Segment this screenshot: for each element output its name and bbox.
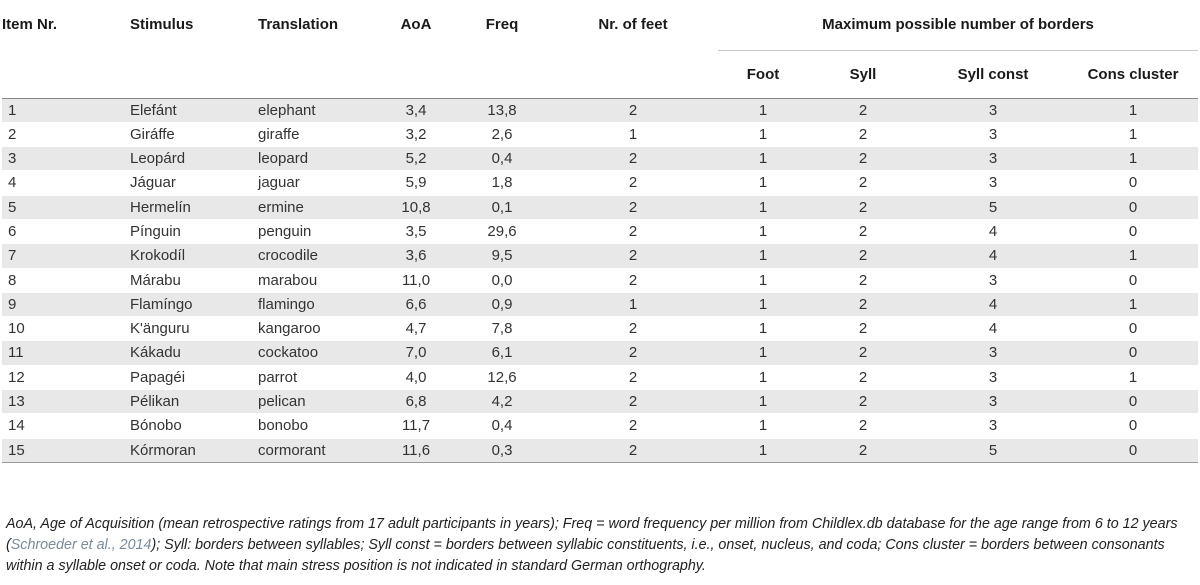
cell-syll: 2 [808,292,918,316]
cell-nr-of-feet: 1 [548,292,718,316]
cell-item-nr: 10 [8,320,25,338]
cell-foot: 1 [718,244,808,268]
col-header-item: Item Nr. [2,16,58,33]
cell-syll: 2 [808,341,918,365]
cell-aoa: 3,2 [405,125,427,143]
table-row [2,414,1198,438]
cell-translation: jaguar [258,174,300,192]
cell-syll: 2 [808,390,918,414]
col-header-freq: Freq [485,16,519,33]
cell-syll-const: 3 [988,417,998,435]
cell-syll: 2 [808,147,918,171]
cell-foot: 1 [758,222,768,240]
cell-stimulus: Jáguar [130,174,176,192]
cell-item-nr: 11 [2,341,130,365]
cell-foot: 1 [718,292,808,316]
cell-freq: 0,1 [456,195,548,219]
cell-freq: 9,5 [456,244,548,268]
col-header-feet: Nr. of feet [598,16,668,33]
table-row [2,98,1198,122]
cell-syll: 2 [808,98,918,122]
cell-translation: marabou [258,271,318,289]
cell-translation: leopard [258,147,376,171]
cell-stimulus: Leopárd [130,147,258,171]
table-row [2,292,1198,316]
cell-translation: pelican [258,390,376,414]
cell-nr-of-feet: 2 [548,244,718,268]
cell-item-nr: 8 [8,271,17,289]
cell-nr-of-feet: 2 [628,320,638,338]
cell-stimulus: Flamíngo [130,292,258,316]
cell-freq: 0,4 [491,417,513,435]
cell-cons-cluster: 1 [1128,125,1138,143]
col-header-cons-cluster: Cons cluster [1087,65,1179,83]
cell-syll: 2 [808,195,918,219]
cell-aoa: 5,2 [376,147,456,171]
header-row-sub [2,50,1198,98]
col-header-foot: Foot [746,65,780,83]
cell-freq: 29,6 [487,222,517,240]
cell-syll: 2 [808,244,918,268]
table-row [2,438,1198,462]
cell-aoa: 3,5 [405,222,427,240]
cell-foot: 1 [718,98,808,122]
cell-translation: elephant [258,98,376,122]
cell-translation: ermine [258,195,376,219]
cell-nr-of-feet: 2 [548,195,718,219]
cell-stimulus: Kórmoran [130,438,258,462]
table-row [2,341,1198,365]
cell-cons-cluster: 0 [1068,438,1198,462]
cell-cons-cluster: 0 [1128,174,1138,192]
cell-item-nr: 6 [8,222,17,240]
cell-syll-const: 4 [988,222,998,240]
cell-nr-of-feet: 2 [628,368,638,386]
cell-cons-cluster: 0 [1068,195,1198,219]
cell-freq: 1,8 [491,174,513,192]
cell-cons-cluster: 0 [1128,417,1138,435]
cell-syll-const: 3 [918,147,1068,171]
cell-item-nr: 3 [2,147,130,171]
cell-foot: 1 [758,271,768,289]
cell-cons-cluster: 1 [1068,147,1198,171]
table-row [2,244,1198,268]
cell-stimulus: Hermelín [130,195,258,219]
cell-nr-of-feet: 2 [628,174,638,192]
cell-syll-const: 3 [918,390,1068,414]
cell-aoa: 3,6 [376,244,456,268]
cell-syll: 2 [858,320,868,338]
col-header-translation: Translation [258,16,339,33]
cell-stimulus: Giráffe [130,125,175,143]
cell-translation: giraffe [258,125,300,143]
col-header-aoa: AoA [400,16,432,33]
cell-syll-const: 3 [988,125,998,143]
table-row [2,317,1198,341]
cell-cons-cluster: 0 [1128,320,1138,338]
cell-translation: kangaroo [258,320,321,338]
cell-cons-cluster: 0 [1068,341,1198,365]
cell-item-nr: 2 [8,125,17,143]
cell-syll: 2 [858,174,868,192]
cell-freq: 6,1 [456,341,548,365]
cell-freq: 13,8 [456,98,548,122]
table-row [2,365,1198,389]
table-row [2,171,1198,195]
cell-aoa: 10,8 [376,195,456,219]
cell-stimulus: K'änguru [130,320,190,338]
cell-aoa: 6,6 [376,292,456,316]
col-header-syll: Syll [849,65,877,83]
cell-translation: cockatoo [258,341,376,365]
cell-freq: 0,0 [491,271,513,289]
cell-syll-const: 3 [988,368,998,386]
cell-nr-of-feet: 1 [628,125,638,143]
cell-cons-cluster: 1 [1068,292,1198,316]
cell-syll-const: 4 [918,292,1068,316]
cell-nr-of-feet: 2 [628,222,638,240]
table-row [2,147,1198,171]
cell-syll-const: 3 [918,98,1068,122]
cell-item-nr: 14 [8,417,25,435]
cell-aoa: 6,8 [376,390,456,414]
cell-nr-of-feet: 2 [548,438,718,462]
table-row [2,390,1198,414]
cell-nr-of-feet: 2 [548,390,718,414]
cell-syll: 2 [808,438,918,462]
cell-stimulus: Pélikan [130,390,258,414]
cell-syll: 2 [858,125,868,143]
cell-item-nr: 5 [2,195,130,219]
cell-nr-of-feet: 2 [548,341,718,365]
col-header-syll-const: Syll const [957,65,1029,83]
cell-translation: bonobo [258,417,309,435]
cell-freq: 7,8 [491,320,513,338]
table-row [2,195,1198,219]
cell-aoa: 11,6 [376,438,456,462]
cell-aoa: 11,0 [401,271,431,289]
cell-freq: 0,4 [456,147,548,171]
cell-foot: 1 [758,417,768,435]
cell-syll-const: 4 [918,244,1068,268]
cell-item-nr: 13 [2,390,130,414]
cell-syll-const: 4 [988,320,998,338]
col-header-stimulus: Stimulus [130,16,194,33]
cell-cons-cluster: 1 [1068,98,1198,122]
cell-nr-of-feet: 2 [548,98,718,122]
cell-translation: cormorant [258,438,376,462]
cell-item-nr: 4 [8,174,17,192]
cell-item-nr: 7 [2,244,130,268]
table-footnote [6,514,1194,577]
cell-syll-const: 3 [988,174,998,192]
footnote-citation: Schroeder et al., 2014 [10,537,152,553]
cell-syll-const: 5 [918,195,1068,219]
cell-freq: 0,3 [456,438,548,462]
cell-foot: 1 [718,341,808,365]
cell-stimulus: Papagéi [130,368,186,386]
cell-cons-cluster: 0 [1128,271,1138,289]
cell-foot: 1 [758,174,768,192]
cell-syll: 2 [858,271,868,289]
cell-cons-cluster: 0 [1068,390,1198,414]
table-row [2,219,1198,243]
cell-cons-cluster: 1 [1068,244,1198,268]
cell-foot: 1 [758,368,768,386]
footnote-text-1: AoA, Age of Acquisition (mean retrospective ratings from 17 adult participants in years); Freq = word frequency per million from Childlex.db database for the age range from 6 to 12 years ( [6,516,1178,553]
cell-foot: 1 [718,147,808,171]
cell-stimulus: Krokodíl [130,244,258,268]
cell-stimulus: Kákadu [130,341,258,365]
cell-aoa: 3,4 [376,98,456,122]
cell-nr-of-feet: 2 [628,271,638,289]
cell-foot: 1 [758,125,768,143]
cell-aoa: 4,0 [405,368,427,386]
cell-nr-of-feet: 2 [628,417,638,435]
cell-syll: 2 [858,417,868,435]
cell-item-nr: 12 [8,368,25,386]
cell-aoa: 7,0 [376,341,456,365]
cell-translation: penguin [258,222,312,240]
cell-foot: 1 [718,390,808,414]
cell-syll: 2 [858,368,868,386]
footnote-text-2: ); Syll: borders between syllables; Syll const = borders between syllabic constituents, i.e., onset, nucleus, and coda; Cons cluster = borders between consonants within a syllable onset or coda. Note that main stress position is not indicated in standard German orthography. [6,537,1165,574]
cell-translation: flamingo [258,292,376,316]
cell-cons-cluster: 1 [1128,368,1138,386]
cell-item-nr: 9 [2,292,130,316]
cell-foot: 1 [718,195,808,219]
cell-translation: crocodile [258,244,376,268]
cell-nr-of-feet: 2 [548,147,718,171]
cell-aoa: 5,9 [405,174,427,192]
cell-syll-const: 3 [988,271,998,289]
cell-stimulus: Bónobo [130,417,182,435]
cell-stimulus: Márabu [130,271,181,289]
table-row [2,122,1198,146]
cell-syll-const: 5 [918,438,1068,462]
cell-item-nr: 15 [2,438,130,462]
cell-item-nr: 1 [2,98,130,122]
header-row-top [2,0,1198,50]
cell-foot: 1 [758,320,768,338]
cell-cons-cluster: 0 [1128,222,1138,240]
cell-freq: 2,6 [491,125,513,143]
cell-stimulus: Pínguin [130,222,181,240]
cell-freq: 12,6 [487,368,517,386]
table-row [2,268,1198,292]
cell-freq: 4,2 [456,390,548,414]
cell-translation: parrot [258,368,298,386]
stimulus-table [2,0,1198,463]
cell-syll-const: 3 [918,341,1068,365]
cell-stimulus: Elefánt [130,98,258,122]
col-group-header-borders: Maximum possible number of borders [718,0,1198,50]
cell-aoa: 11,7 [401,417,431,435]
cell-syll: 2 [858,222,868,240]
cell-foot: 1 [718,438,808,462]
table-body [2,98,1198,462]
cell-aoa: 4,7 [405,320,427,338]
cell-freq: 0,9 [456,292,548,316]
